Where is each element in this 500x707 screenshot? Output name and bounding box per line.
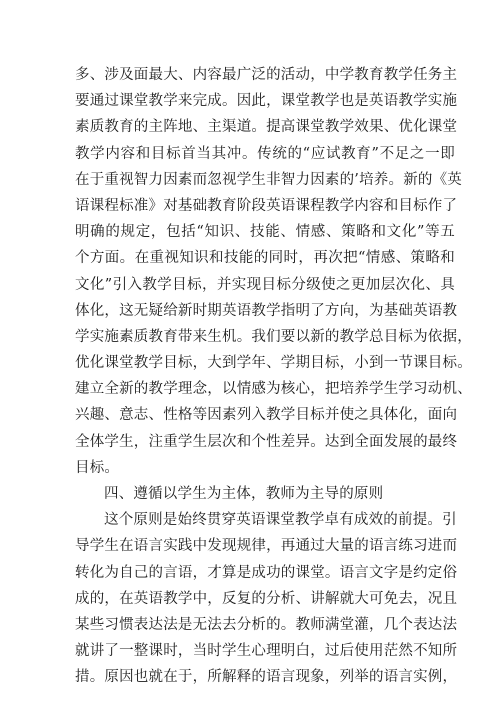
text-line: 要通过课堂教学来完成。因此，课堂教学也是英语教学实施 xyxy=(75,93,458,110)
text-line: 建立全新的教学理念，以情感为核心，把培养学生学习动机、 xyxy=(75,381,472,398)
text-line: 措。原因也就在于，所解释的语言现象，列举的语言实例， xyxy=(75,669,458,686)
text-line: 转化为自己的言语，才算是成功的课堂。语言文字是约定俗 xyxy=(75,564,458,581)
text-line: 兴趣、意志、性格等因素列入教学目标并使之具体化，面向 xyxy=(75,407,458,424)
text-line: 优化课堂教学目标，大到学年、学期目标，小到一节课目标。 xyxy=(75,355,472,372)
text-line: 目标。 xyxy=(75,459,120,476)
text-line: 这个原则是始终贯穿英语课堂教学卓有成效的前提。引 xyxy=(104,512,457,529)
text-line: 在于重视智力因素而忽视学生非智力因素的’培养。新的《英 xyxy=(75,171,463,188)
text-line: 个方面。在重视知识和技能的同时，再次把“情感、策略和 xyxy=(75,250,455,267)
text-line: 全体学生，注重学生层次和个性差异。达到全面发展的最终 xyxy=(75,433,458,450)
text-line: 明确的规定，包括“知识、技能、情感、策略和文化”等五 xyxy=(75,224,455,241)
text-line: 文化”引入教学目标，并实现目标分级使之更加层次化、具 xyxy=(75,276,455,293)
text-line: 素质教育的主阵地、主渠道。提高课堂教学效果、优化课堂 xyxy=(75,119,458,136)
text-line: 某些习惯表达法是无法去分析的。教师满堂灌，几个表达法 xyxy=(75,616,458,633)
section-heading: 四、遵循以学生为主体，教师为主导的原则 xyxy=(104,486,384,502)
text-line: 教学内容和目标首当其冲。传统的“应试教育”不足之一即 xyxy=(75,145,455,162)
text-line: 语课程标准》对基础教育阶段英语课程教学内容和目标作了 xyxy=(75,197,458,214)
text-line: 体化，这无疑给新时期英语教学指明了方向，为基础英语教 xyxy=(75,302,458,319)
text-line: 成的，在英语教学中，反复的分析、讲解就大可免去，况且 xyxy=(75,590,458,607)
text-line: 学实施素质教育带来生机。我们要以新的教学总目标为依据， xyxy=(75,328,472,345)
text-line: 多、涉及面最大、内容最广泛的活动，中学教育教学任务主 xyxy=(75,67,458,83)
paragraph-educational-goals xyxy=(75,62,472,691)
text-line: 就讲了一整课时，当时学生心理明白，过后使用茫然不知所 xyxy=(75,643,458,660)
text-line: 导学生在语言实践中发现规律，再通过大量的语言练习进而 xyxy=(75,538,458,555)
